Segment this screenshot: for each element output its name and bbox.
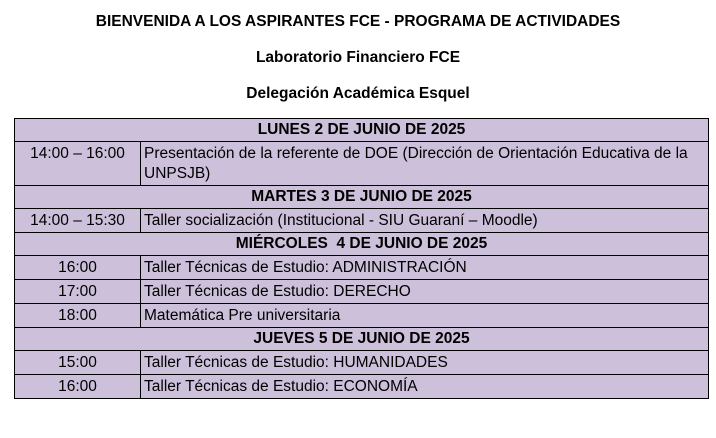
event-activity: Taller Técnicas de Estudio: DERECHO — [141, 280, 709, 304]
day-header: MARTES 3 DE JUNIO DE 2025 — [15, 186, 709, 209]
event-row — [15, 142, 709, 186]
event-activity: Presentación de la referente de DOE (Dirección de Orientación Educativa de la UNPSJB) — [141, 142, 709, 186]
event-row — [15, 256, 709, 280]
schedule-table — [14, 118, 709, 399]
event-activity: Matemática Pre universitaria — [141, 304, 709, 328]
event-row — [15, 351, 709, 375]
event-time: 15:00 — [15, 351, 141, 375]
document-subtitle: Laboratorio Financiero FCE — [255, 49, 461, 66]
event-time: 14:00 – 15:30 — [15, 209, 141, 233]
event-time: 16:00 — [15, 375, 141, 399]
event-activity: Taller socialización (Institucional - SIU Guaraní – Moodle) — [141, 209, 709, 233]
event-activity: Taller Técnicas de Estudio: ADMINISTRACIÓN — [141, 256, 709, 280]
event-row — [15, 209, 709, 233]
event-activity: Taller Técnicas de Estudio: HUMANIDADES — [141, 351, 709, 375]
day-row-monday — [15, 119, 709, 142]
day-header: MIÉRCOLES 4 DE JUNIO DE 2025 — [15, 233, 709, 256]
event-time: 17:00 — [15, 280, 141, 304]
day-header: LUNES 2 DE JUNIO DE 2025 — [15, 119, 709, 142]
day-row-tuesday — [15, 186, 709, 209]
event-row — [15, 304, 709, 328]
day-row-wednesday — [15, 233, 709, 256]
event-row — [15, 375, 709, 399]
event-time: 18:00 — [15, 304, 141, 328]
event-time: 14:00 – 16:00 — [15, 142, 141, 186]
event-activity: Taller Técnicas de Estudio: ECONOMÍA — [141, 375, 709, 399]
document-title: BIENVENIDA A LOS ASPIRANTES FCE - PROGRAMA DE ACTIVIDADES — [95, 13, 621, 30]
day-row-thursday — [15, 328, 709, 351]
day-header: JUEVES 5 DE JUNIO DE 2025 — [15, 328, 709, 351]
document-location: Delegación Académica Esquel — [246, 85, 470, 102]
event-time: 16:00 — [15, 256, 141, 280]
event-row — [15, 280, 709, 304]
